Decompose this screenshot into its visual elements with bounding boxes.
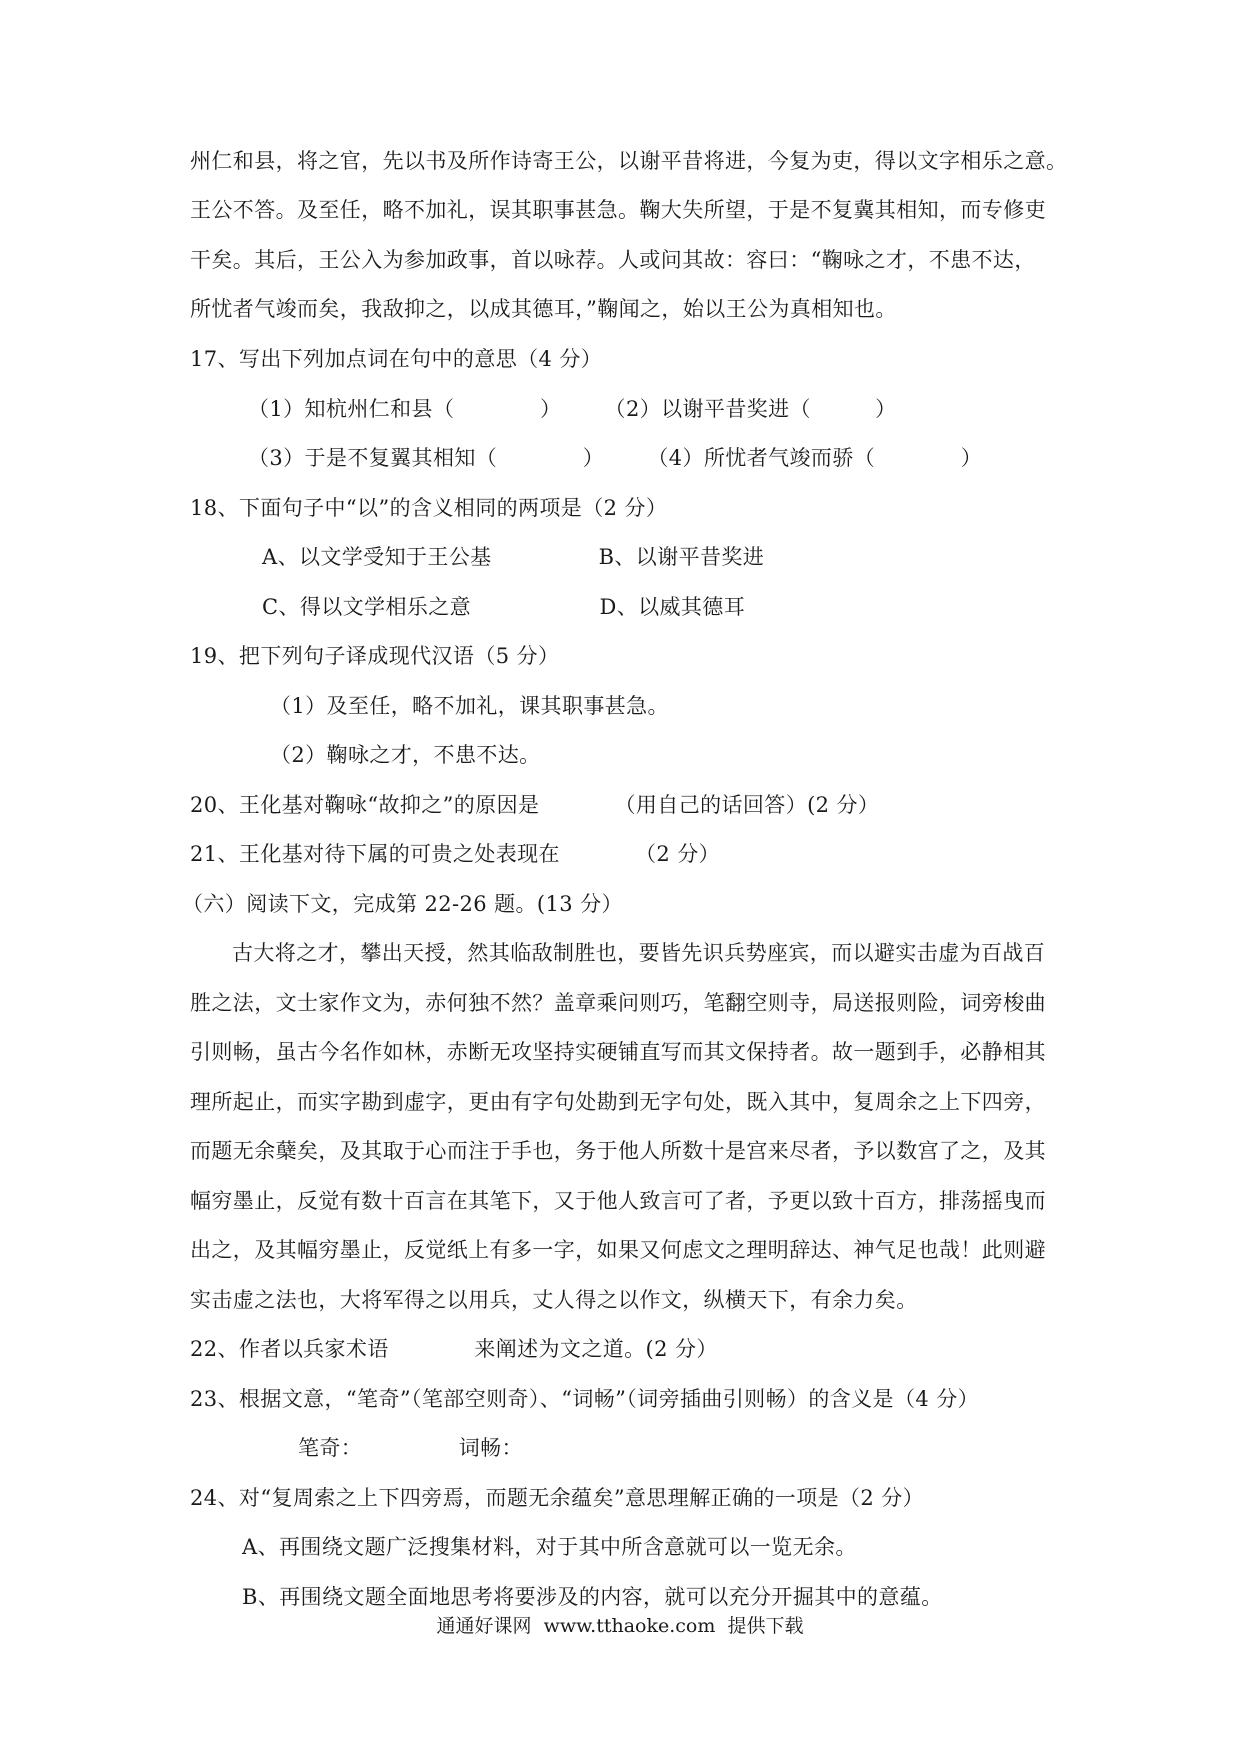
question-19-item-1: （1）及至任，略不加礼，课其职事甚急。 xyxy=(270,694,669,718)
reading-line-6: 幅穷墨止，反觉有数十百言在其笔下，又于他人致言可了者，予更以致十百方，排荡摇曳而 xyxy=(190,1189,1046,1213)
question-21: 21、王化基对待下属的可贵之处表现在 （2 分） xyxy=(190,842,721,866)
question-17-items-3-4: （3）于是不复翼其相知（ ） （4）所忧者气竣而骄（ ） xyxy=(248,446,983,470)
section-6-heading: （六）阅读下文，完成第 22-26 题。(13 分） xyxy=(182,892,623,916)
passage-line-3: 干矣。其后，王公入为参加政事，首以咏荐。人或问其故：容曰：“鞠咏之才，不患不达， xyxy=(190,248,1036,272)
question-24: 24、对“复周索之上下四旁焉，而题无余蕴矣”意思理解正确的一项是（2 分） xyxy=(190,1486,925,1510)
reading-line-1: 古大将之才，攀出天授，然其临敌制胜也，要皆先识兵势座宾，而以避实击虚为百战百 xyxy=(232,941,1046,965)
passage-line-2: 王公不答。及至任，略不加礼，误其职事甚急。鞠大失所望，于是不复冀其相知，而专修吏 xyxy=(190,198,1046,222)
reading-line-7: 出之，及其幅穷墨止，反觉纸上有多一字，如果又何虑文之理明辞达、神气足也哉！此则避 xyxy=(190,1238,1046,1262)
question-18-options-ab: A、以文学受知于王公基 B、以谢平昔奖进 xyxy=(262,545,765,569)
question-23: 23、根据文意，“笔奇”（笔部空则奇）、“词畅”（词旁插曲引则畅）的含义是（4 分） xyxy=(190,1387,979,1411)
question-18-options-cd: C、得以文学相乐之意 D、以威其德耳 xyxy=(262,595,746,619)
question-24-option-b: B、再围绕文题全面地思考将要涉及的内容，就可以充分开掘其中的意蕴。 xyxy=(242,1585,943,1609)
question-17-items-1-2: （1）知杭州仁和县（ ） （2）以谢平昔奖进（ ） xyxy=(248,397,897,421)
question-19-item-2: （2）鞠咏之才，不患不达。 xyxy=(270,743,541,767)
question-20: 20、王化基对鞠咏“故抑之”的原因是 （用自己的话回答）(2 分） xyxy=(190,793,880,817)
reading-line-4: 理所起止，而实字勘到虚字，更由有字句处勘到无字句处，既入其中，复周余之上下四旁， xyxy=(190,1090,1046,1114)
reading-line-2: 胜之法，文士家作文为，赤何独不然？盖章乘问则巧，笔翻空则寺，局送报则险，词旁梭曲 xyxy=(190,991,1046,1015)
reading-line-5: 而题无余蘖矣，及其取于心而注于手也，务于他人所数十是宫来尽者，予以数宫了之，及其 xyxy=(190,1139,1046,1163)
passage-line-1: 州仁和县，将之官，先以书及所作诗寄王公，以谢平昔将进，今复为吏，得以文字相乐之意。 xyxy=(190,149,1068,173)
question-18: 18、下面句子中“以”的含义相同的两项是（2 分） xyxy=(190,496,668,520)
reading-line-8: 实击虚之法也，大将军得之以用兵，丈人得之以作文，纵横天下，有余力矣。 xyxy=(190,1288,918,1312)
question-17: 17、写出下列加点词在句中的意思（4 分） xyxy=(190,347,603,371)
question-22: 22、作者以兵家术语 来阐述为文之道。(2 分） xyxy=(190,1337,718,1361)
question-24-option-a: A、再围绕文题广泛搜集材料，对于其中所含意就可以一览无余。 xyxy=(242,1535,857,1559)
reading-line-3: 引则畅，虽古今名作如林，赤断无攻坚持实硬铺直写而其文保持者。故一题到手，必静相其 xyxy=(190,1040,1046,1064)
question-23-blanks: 笔奇： 词畅： xyxy=(298,1436,523,1460)
question-19: 19、把下列句子译成现代汉语（5 分） xyxy=(190,644,560,668)
passage-line-4: 所忧者气竣而矣，我敌抑之，以成其德耳，”鞠闻之，始以王公为真相知也。 xyxy=(190,297,897,321)
page-footer: 通通好课网 www.tthaoke.com 提供下载 xyxy=(436,1615,804,1637)
